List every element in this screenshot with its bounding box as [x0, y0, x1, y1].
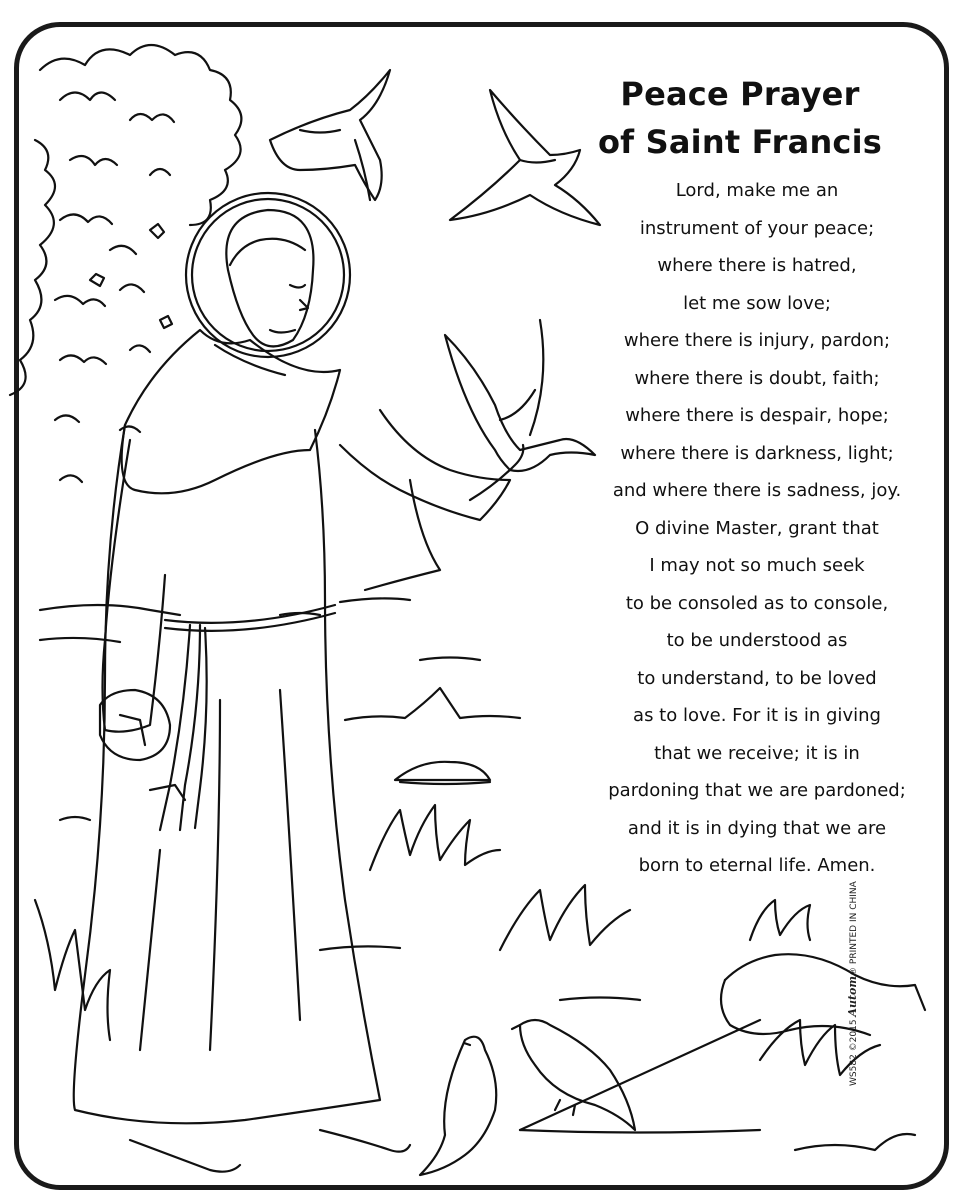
prayer-line: to be understood as: [666, 630, 848, 651]
product-code: WS582 ©2015: [849, 1019, 859, 1086]
halo: [186, 193, 350, 357]
prayer-line: to be consoled as to console,: [625, 592, 889, 614]
title-line-1: Peace Prayer: [620, 75, 860, 113]
prayer-line: born to eternal life. Amen.: [638, 855, 876, 876]
page-title: [575, 70, 905, 166]
flying-bird-left: [270, 70, 390, 200]
prayer-text: [582, 172, 932, 885]
prayer-line: Lord, make me an: [675, 180, 839, 201]
prayer-line: to understand, to be loved: [637, 667, 877, 689]
prayer-line: instrument of your peace;: [639, 217, 875, 239]
saint-francis-figure: [74, 210, 524, 1172]
publisher-imprint: [846, 866, 858, 1086]
prayer-line: as to love. For it is in giving: [633, 705, 881, 726]
prayer-line: and it is in dying that we are: [627, 817, 887, 839]
registered-mark: ®: [849, 966, 859, 976]
prayer-line: and where there is sadness, joy.: [612, 480, 902, 501]
prayer-line: I may not so much seek: [649, 555, 865, 576]
prayer-line: pardoning that we are pardoned;: [608, 780, 906, 801]
prayer-line: where there is hatred,: [657, 255, 857, 276]
perched-bird-on-hand: [445, 320, 595, 471]
prayer-line: where there is injury, pardon;: [623, 330, 891, 351]
title-line-2: of Saint Francis: [597, 123, 883, 161]
prayer-line: that we receive; it is in: [654, 742, 860, 764]
prayer-line: let me sow love;: [683, 292, 831, 314]
prayer-line: where there is darkness, light;: [620, 442, 894, 464]
prayer-line: where there is doubt, faith;: [634, 367, 880, 389]
tree-foliage: [10, 45, 241, 482]
prayer-line: O divine Master, grant that: [635, 517, 879, 539]
prayer-line: where there is despair, hope;: [625, 405, 889, 426]
ground-bird-right: [512, 1020, 635, 1130]
brand-name: Autom: [846, 975, 859, 1017]
ground-bird-left: [420, 1037, 496, 1175]
origin-text: PRINTED IN CHINA: [849, 881, 859, 965]
